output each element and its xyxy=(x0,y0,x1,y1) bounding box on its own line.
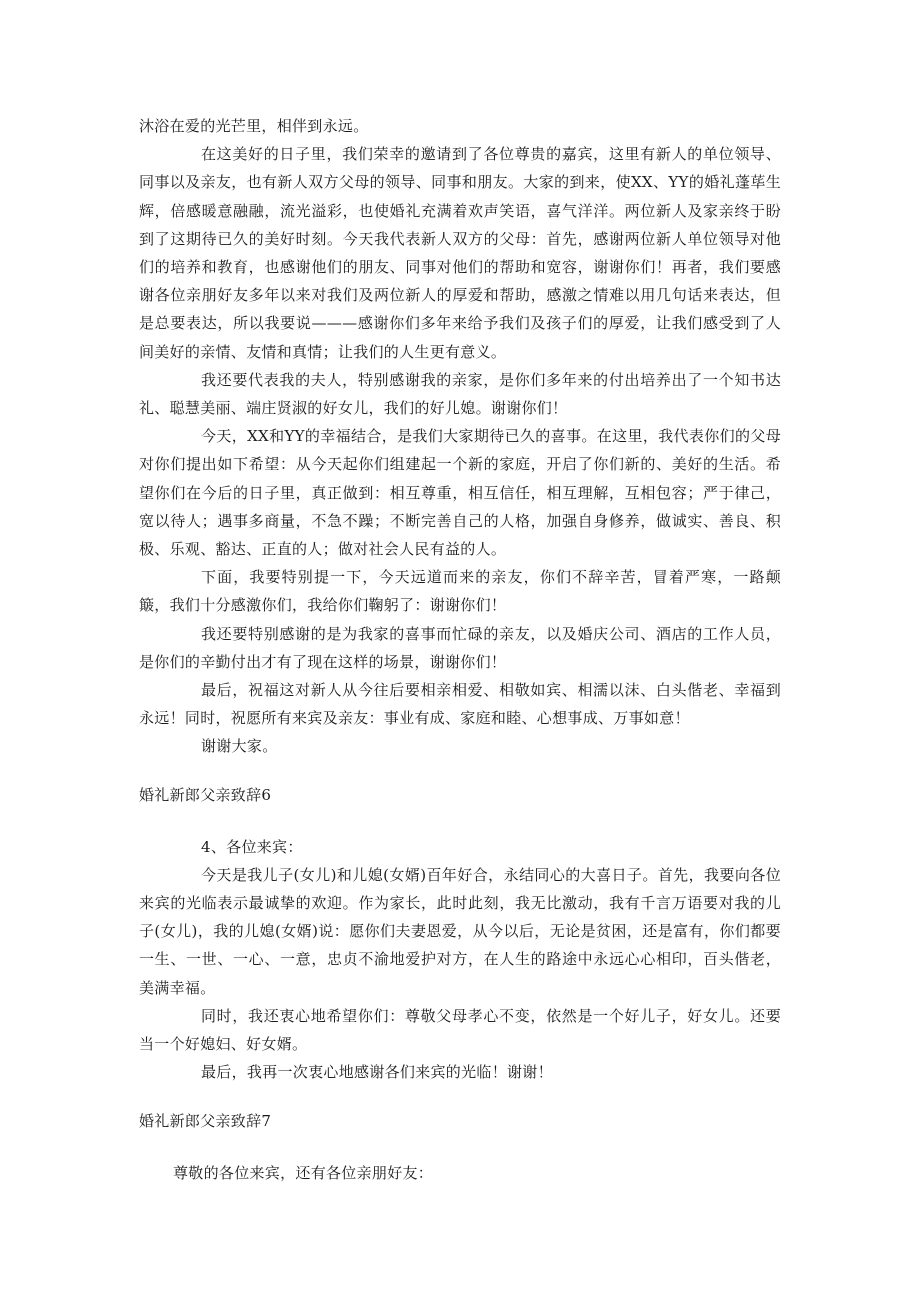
document-body xyxy=(139,112,781,1187)
paragraph: 下面，我要特别提一下，今天远道而来的亲友，你们不辞辛苦，冒着严寒，一路颠簸，我们十分感激你们，我给你们鞠躬了：谢谢你们！ xyxy=(139,568,781,615)
section-title: 婚礼新郎父亲致辞6 xyxy=(139,785,272,804)
spacer xyxy=(139,809,781,833)
spacer xyxy=(139,761,781,781)
paragraph: 在这美好的日子里，我们荣幸的邀请到了各位尊贵的嘉宾，这里有新人的单位领导、同事以及亲友，也有新人双方父母的领导、同事和朋友。大家的到来，使XX、YY的婚礼蓬荜生辉，倍感暖意融融，流光溢彩，也使婚礼充满着欢声笑语，喜气洋洋。两位新人及家亲终于盼到了这期待已久的美好时刻。今天我代表新人双方的父母：首先，感谢两位新人单位领导对他们的培养和教育，也感谢他们的朋友、同事对他们的帮助和宽容，谢谢你们！再者，我们要感谢各位亲朋好友多年以来对我们及两位新人的厚爱和帮助，感激之情难以用几句话来表达，但是总要表达，所以我要说———感谢你们多年来给予我们及孩子们的厚爱，让我们感受到了人间美好的亲情、友情和真情；让我们的人生更有意义。 xyxy=(139,145,781,361)
paragraph: 今天是我儿子(女儿)和儿媳(女婿)百年好合，永结同心的大喜日子。首先，我要向各位来宾的光临表示最诚挚的欢迎。作为家长，此时此刻，我无比激动，我有千言万语要对我的儿子(女儿)，我的儿媳(女婿)说：愿你们夫妻恩爱，从今以后，无论是贫困，还是富有，你们都要一生、一世、一心、一意，忠贞不渝地爱护对方，在人生的路途中永远心心相印，百头偕老，美满幸福。 xyxy=(139,865,781,997)
paragraph: 我还要代表我的夫人，特别感谢我的亲家，是你们多年来的付出培养出了一个知书达礼、聪慧美丽、端庄贤淑的好女儿，我们的好儿媳。谢谢你们！ xyxy=(139,370,781,418)
paragraph: 最后，祝福这对新人从今往后要相亲相爱、相敬如宾、相濡以沫、白头偕老、幸福到永远！同时，祝愿所有来宾及亲友：事业有成、家庭和睦、心想事成、万事如意！ xyxy=(139,681,781,728)
paragraph: 尊敬的各位来宾，还有各位亲朋好友： xyxy=(173,1163,434,1182)
paragraph: 今天，XX和YY的幸福结合，是我们大家期待已久的喜事。在这里，我代表你们的父母对你们提出如下希望：从今天起你们组建起一个新的家庭，开启了你们新的、美好的生活。希望你们在今后的日子里，真正做到：相互尊重，相互信任，相互理解，互相包容；严于律己，宽以待人；遇事多商量，不急不躁；不断完善自己的人格，加强自身修养，做诚实、善良、积极、乐观、豁达、正直的人；做对社会人民有益的人。 xyxy=(139,427,781,559)
section-title: 婚礼新郎父亲致辞7 xyxy=(139,1111,272,1130)
paragraph: 最后，我再一次衷心地感谢各们来宾的光临！谢谢！ xyxy=(201,1063,553,1082)
paragraph: 同时，我还衷心地希望你们：尊敬父母孝心不变，依然是一个好儿子，好女儿。还要当一个好媳妇、好女婿。 xyxy=(139,1006,781,1054)
spacer xyxy=(139,1087,781,1107)
spacer xyxy=(139,1135,781,1159)
paragraph: 我还要特别感谢的是为我家的喜事而忙碌的亲友，以及婚庆公司、酒店的工作人员，是你们的辛勤付出才有了现在这样的场景，谢谢你们！ xyxy=(139,624,781,671)
paragraph: 谢谢大家。 xyxy=(201,737,278,756)
paragraph: 4、各位来宾： xyxy=(201,837,303,856)
paragraph: 沐浴在爱的光芒里，相伴到永远。 xyxy=(139,117,369,135)
